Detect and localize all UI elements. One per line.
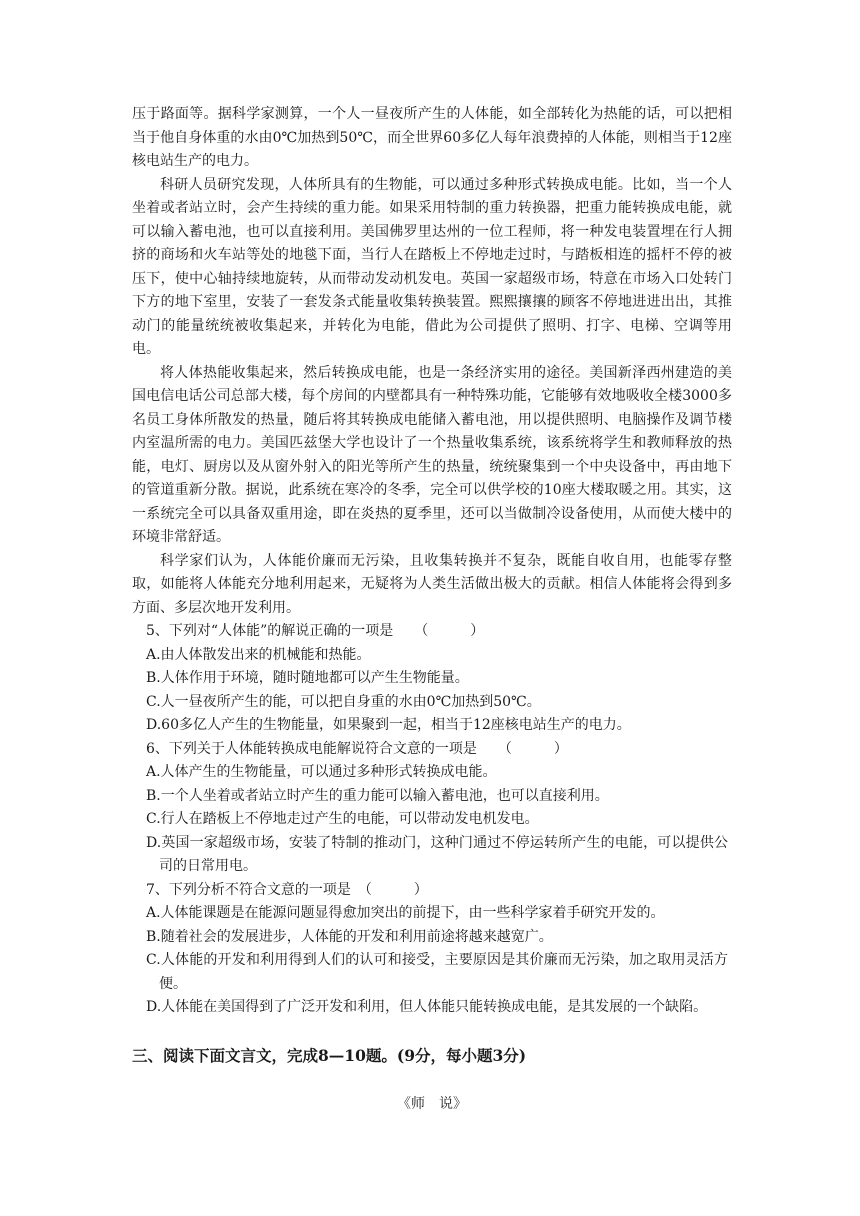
question-6-option-d[interactable]: D.英国一家超级市场，安装了特制的推动门，这种门通过不停运转所产生的电能，可以提供公司的日常用电。 bbox=[146, 834, 728, 874]
question-7-option-b[interactable]: B.随着社会的发展进步，人体能的开发和利用前途将越来越宽广。 bbox=[146, 928, 553, 945]
question-6-option-b[interactable]: B.一个人坐着或者站立时产生的重力能可以输入蓄电池，也可以直接利用。 bbox=[146, 787, 609, 804]
question-5 bbox=[132, 620, 732, 738]
section-3-heading: 三、阅读下面文言文，完成8—10题。(9分，每小题3分) bbox=[132, 1045, 527, 1065]
question-5-option-b[interactable]: B.人体作用于环境，随时随地都可以产生生物能量。 bbox=[146, 670, 469, 686]
question-6-option-c[interactable]: C.行人在踏板上不停地走过产生的电能，可以带动发电机发电。 bbox=[146, 811, 539, 827]
question-7 bbox=[132, 879, 732, 1020]
question-7-option-c[interactable]: C.人体能的开发和利用得到人们的认可和接受，主要原因是其价廉而无污染，加之取用灵活方便。 bbox=[146, 952, 728, 992]
question-5-option-d[interactable]: D.60多亿人产生的生物能量，如果聚到一起，相当于12座核电站生产的电力。 bbox=[146, 717, 631, 733]
question-7-stem: 7、下列分析不符合文意的一项是 （ ） bbox=[146, 881, 428, 898]
question-7-option-d[interactable]: D.人体能在美国得到了广泛开发和利用，但人体能只能转换成电能，是其发展的一个缺陷。 bbox=[146, 999, 708, 1015]
question-5-stem: 5、下列对“人体能”的解说正确的一项是 （ ） bbox=[146, 623, 485, 639]
question-6-option-a[interactable]: A.人体产生的生物能量，可以通过多种形式转换成电能。 bbox=[146, 764, 497, 780]
question-7-option-a[interactable]: A.人体能课题是在能源问题显得愈加突出的前提下，由一些科学家着手研究开发的。 bbox=[146, 905, 665, 921]
document-page bbox=[132, 103, 732, 1117]
passage-paragraph-3: 将人体热能收集起来，然后转换成电能，也是一条经济实用的途径。美国新泽西州建造的美国电信电话公司总部大楼，每个房间的内壁都具有一种特殊功能，它能够有效地吸收全楼3000多名员工身体所散发的热量，随后将其转换成电能储入蓄电池，用以提供照明、电脑操作及调节楼内室温所需的电力。美国匹兹堡大学也设计了一个热量收集系统，该系统将学生和教师释放的热能，电灯、厨房以及从窗外射入的阳光等所产生的热量，统统聚集到一个中央设备中，再由地下的管道重新分散。据说，此系统在寒冷的冬季，完全可以供学校的10座大楼取暖之用。其实，这一系统完全可以具备双重用途，即在炎热的夏季里，还可以当做制冷设备使用，从而使大楼中的环境非常舒适。 bbox=[132, 364, 732, 545]
question-6 bbox=[132, 738, 732, 879]
question-6-stem: 6、下列关于人体能转换成电能解说符合文意的一项是 （ ） bbox=[146, 740, 568, 757]
passage-paragraph-1: 压于路面等。据科学家测算，一个人一昼夜所产生的人体能，如全部转化为热能的话，可以把相当于他自身体重的水由0℃加热到50℃，而全世界60多亿人每年浪费掉的人体能，则相当于12座核电站生产的电力。 bbox=[132, 106, 732, 169]
question-5-option-c[interactable]: C.人一昼夜所产生的能，可以把自身重的水由0℃加热到50℃。 bbox=[146, 693, 541, 710]
passage-paragraph-2: 科研人员研究发现，人体所具有的生物能，可以通过多种形式转换成电能。比如，当一个人坐着或者站立时，会产生持续的重力能。如果采用特制的重力转换器，把重力能转换成电能，就可以输入蓄电池，也可以直接利用。美国佛罗里达州的一位工程师，将一种发电装置埋在行人拥挤的商场和火车站等处的地毯下面，当行人在踏板上不停地走过时，与踏板相连的摇杆不停的被压下，使中心轴持续地旋转，从而带动发动机发电。英国一家超级市场，特意在市场入口处转门下方的地下室里，安装了一套发条式能量收集转换装置。熙熙攘攘的顾客不停地进进出出，其推动门的能量统统被收集起来，并转化为电能，借此为公司提供了照明、打字、电梯、空调等用电。 bbox=[132, 176, 732, 357]
passage-paragraph-4: 科学家们认为，人体能价廉而无污染，且收集转换并不复杂，既能自收自用，也能零存整取，如能将人体能充分地利用起来，无疑将为人类生活做出极大的贡献。相信人体能将会得到多方面、多层次地开发利用。 bbox=[132, 552, 732, 616]
essay-title: 《师 说》 bbox=[397, 1096, 467, 1112]
question-5-option-a[interactable]: A.由人体散发出来的机械能和热能。 bbox=[146, 646, 371, 663]
